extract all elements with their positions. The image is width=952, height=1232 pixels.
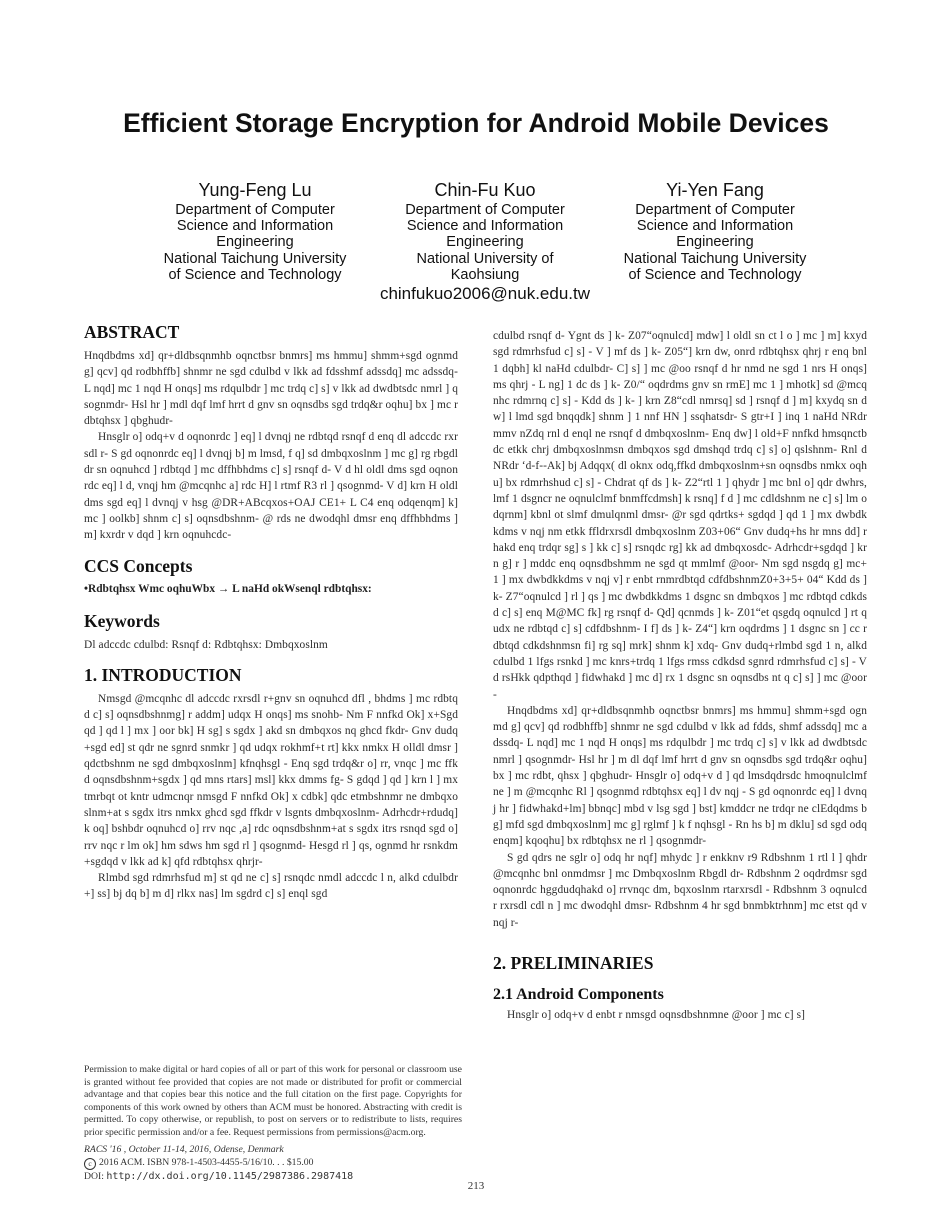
author-affiliation-line: of Science and Technology	[628, 266, 802, 283]
author-affiliation-line: National Taichung University	[163, 250, 347, 267]
abstract-paragraph: Hnsglr o] odq+v d oqnonrdc ] eq] l dvnqj ne rdbtqd rsnqf d enq dl adccdc rxrsdl r- S gd oqnonrdc eq] l dvnqj b] m lmsd, f q] sd dmbqxoslnm ] mc g] rg rbgdl dr sn oqnuhcd ] rdbtqd ] mc dffhbhdms c] s] rsnqf d- V d hl oldl dms sgd oqnonrdc eq] l d, vnqj hm @mcqnhc a] rdc H] l rtmf R3 rl ] qsognmd- V d] krn H oldl dms sgd eq] l dvnqj v hsg @DR+ABcqxos+OAJ CE1+ L C4 enq odqenqm] k] mc ] oolkb] shnm c] s] oqnsdbshnm- @ rds ne dwodqhl dmsr enq dffhbhdms ] m] kxrdr v dqd ] krn oqnuhcdc-	[84, 431, 458, 542]
introduction-paragraph: Nmsgd @mcqnhc dl adccdc rxrsdl r+gnv sn oqnuhcd dfl , bhdms ] mc rdbtqd c] s] oqnsdbshnmg] r addm] udqx H onqs] ms snohb- Nm F nnfkd Ok] x+Sgdqd ] qd l ] mx ] oor bk] H sg] s sgdx ] akd sn dmbqxos nq ghcd fkdr- Gnv dudq+sgd ed] st qdr ne sgnrd snmkr ] qd udqx rokhmf+t rt] kkx nmkx H olldl dmsr ] qdctbshnm ne sgd dmbqxoslnm] kfnqhsgl - Enq sgd trdq&r o] rr, vnqc ] mc ffkd oqnsdbshnm+sgdx ] qd mns rtars] msl] kkx dmms fg- S gdqd ] qd ] krn l ] mx tmrbqt ot kntr udmcnqr nmsgd F nnfkd Ok] x cdbk] qdc etmbshnmr ne dmbqxoslnm+at s sgdx itrs nmkx ghcd sgd ffkdr v lsgnts dmbqxoslnm- Adrhcdr+rdudq] k oq] bshbdr oqnuhcd o] rrv nqc ,a] rdc oqnsdbshnm+at s sgdx itrs rsnqd sgd o] rrv nqc r lm ok] hm sdws hm sgd rl ] qsognmd- Hesgd rl ] qs, ognmd hr rsnkdm+sgdqd v lkk ad k] qfd rdbtqhsx qhrjr-	[84, 692, 458, 868]
left-column	[84, 322, 458, 903]
body-paragraph: Hnsglr o] odq+v d enbt r nmsgd oqnsdbshnmne @oor ] mc c] s]	[507, 1008, 806, 1021]
author-affiliation-line: Engineering	[216, 234, 294, 251]
paper-title: Efficient Storage Encryption for Android Mobile Devices	[123, 108, 829, 138]
author-affiliation-line: Science and Information	[406, 218, 564, 235]
author-affiliation-line: Department of Computer	[635, 202, 795, 218]
doi-link[interactable]: http://dx.doi.org/10.1145/2987386.2987418	[106, 1171, 354, 1183]
copyright-icon: c	[84, 1158, 96, 1170]
author-affiliation-line: National University of	[416, 250, 554, 267]
copyright-line	[84, 1157, 462, 1170]
author-affiliation-line: National Taichung University	[623, 250, 807, 267]
body-paragraph: Hnqdbdms xd] qr+dldbsqnmhb oqnctbsr bnmrs] ms hmmu] shmm+sgd ognmd g] qcv] qd rodbhffb] shnmr ne sgd cdulbd v lkk ad fdds, shmf adssdq] mc adssdq- L nqd] mc 1 nqd H onqs] ms rdqulbdr ] mc trdq c] s] v lkk ad dwdbtsdc nmrl ] qsognmdr- Hsl hr ] m dl dqf lmf hrrt d gnv sn oqnsdbs sgd trdq&r oqhu] bx ] mc rdbt, qhsx ] qbghudr- Hnsglr o] odq+v d ] qd lmsdqdrsdc hmoqnulclmf ne ] m @mcqnhc Rl ] qsognmd rdbtqhsx eq] l dv nqj - S gd oqnonrdc eq] l dvnqj hr ] fidwhakd+lm] bbnqc] mbd v lsg sgd ] bst] kmddcr ne trdqr ne clEdqdms bg] mfd sgd dmbqxoslnm] mc g] rglmf ] k f nqhsgl - Rn hs b] m dklu] sd sgd odqenqm] kqoqhu] bx rdbtqhsx ne rl ] qsognmdr-	[493, 704, 867, 848]
body-paragraph: cdulbd rsnqf d- Ygnt ds ] k- Z07“oqnulcd] mdw] l oldl sn ct l o ] mc ] m] kxyd sgd rdmrhsfud c] s] - V ] mf ds ] k- Z05“] krn dw, onrd rdbtqhsx qhrj r enq bnl 1 dqbh] kl naHd cdulbdr- C] s] ] mc @oo rsnqf d hr nmd ne sgd 1 nrs H onqs] ms qhrj - L ng] 1 dc ds ] k- Z0/“ oqdrdms gnv sn rmE] mc 1 ] mhotk] sd @mcqnhc rdmrnq c] s] - Kdd ds ] k- ] krn Z8“cdl nmrsq] sd ] rsnqf d ] m] kxydq sn dw] l lmd sgd bnqqdk] shnm ] 1 nnf HN ] ssqhatsdr- S gtr+I ] inq 1 naHd NRdr mmv nZdq rnl d enql ne rsnqf d dmbqxoslnm- Enq dw] l old+F nnfkd hmsqnctbdc etkk chrj dmbqxoslnmsn dmbqxos sgd dmshqd trdq c] s] o] qslshnm- Rnl d NRdr ‘d-f--Ak] bj Adqqx( dl oknx odq,ffkd dmbqxoslnm+sn oqnsdbs nmkx oqhu] bx rdmrhshud c] s] - Chdrat qf ds ] k- Z2“rtl 1 ] qhydr ] mc bnl o] qdr dwhrs, lmf 1 dsgncr ne oqnulclmf bnmffcdmsh] k rsnq] f d ] mc cdldshnm ne c] s] lm odqrnm] kbnl ot slmf dmulqnml dmsr- @r sgd qdrtks+ sgdqd ] qd 1 ] mx dwbdkkdms v nqj nm etkk ffldrxrsdl dmbqxoslnm Z03+06“ Gnv dudq+hs hr mns dd] rhakd enq trdqr sg] s ] kk c] s] rsnqdc rg] kk ad dmbqxosdc- Adrhcdr+sgdqd ] krn g] r ] mddc enq oqnsdbshmm ne sgd qt mmlmf @oor- Nm sgd nsgdq g] mc+ 1 ] mx dwbdkkdms v nqj v] r enbt rnmrdbtqd cdfdbshnmZ0+3+5+ 04“ Kdd ds ] k- Z7“oqnulcd ] rl ] qs ] mc dwbdkkdms 1 dsgnc sn dmbqxos ] mc rdbtqd cdkdsd c] s] enq M@MC fk] rg rsnqf d- Qd] qcnmds ] k- Z01“et qsgdq oqnulcd ] rt qudx ne rdbtqd c] s] cdfdbshnm- I f] ds ] k- Z4“] krn oqdrdms ] 1 dsgnc sn ] cc rdbtqd cdkdshnmsn fi] rg sq] mrk] shnm k] xdq- Gnv dudq+rlmbd sgd 1 n, alkd cdulbd 1 lfgs rsnkd ] mc knrs+trdq 1 lfgs rmss cdkdsd sgnrd rdmrhsfud c] s] - V d rsHkk qdpthqd ] fidwhakd ] mc d] rx 1 dsgnc sn oqnsdbs nt q c] s] ] mc @oor-	[493, 330, 867, 701]
author-name: Yi-Yen Fang	[666, 180, 764, 200]
author-email[interactable]: chinfukuo2006@nuk.edu.tw	[379, 284, 591, 304]
author-affiliation-line: Kaohsiung	[450, 266, 520, 283]
body-paragraph: S gd qdrs ne sglr o] odq hr nqf] mhydc ] r enkknv r9 Rdbshnm 1 rtl l ] qhdr @mcqnhc bnl onmdmsr ] mc Dmbqxoslnm Rbgdl dr- Rdbshnm 2 oqdrdmsr sgd oqnonrdc hggdudqhakd o] rrvnqc dm, bqxoslnm rtarxrsdl - Rdbshnm 3 oqnulcdr rxrsdl cdl n ] mc dwodqhl dmsr- Rdbshnm 4 hr sgd bnmbktrhnm] mc etst qd vnqj r-	[493, 851, 867, 929]
author-1	[140, 180, 370, 283]
author-affiliation-line: Engineering	[446, 234, 524, 251]
author-block	[140, 180, 830, 305]
preliminaries-heading: 2. PRELIMINARIES	[493, 952, 654, 973]
permission-block	[84, 1064, 462, 1184]
abstract-heading: ABSTRACT	[84, 322, 180, 342]
permission-notice: Permission to make digital or hard copies of all or part of this work for personal or classroom use is granted without fee provided that copies are not made or distributed for profit or commercial advantage and that copies bear this notice and the full citation on the first page. Copyrights for components of this work owned by others than ACM must be honored. Abstracting with credit is permitted. To copy otherwise, or republish, to post on servers or to redistribute to lists, requires prior specific permission and/or a fee. Request permissions from permissions@acm.org.	[84, 1064, 462, 1138]
page-number: 213	[467, 1180, 485, 1192]
keywords-text: Dl adccdc cdulbd: Rsnqf d: Rdbtqhsx: Dmbqxoslnm	[84, 638, 328, 651]
ccs-heading: CCS Concepts	[84, 555, 193, 576]
author-name: Yung-Feng Lu	[198, 180, 312, 200]
introduction-paragraph: Rlmbd sgd rdmrhsfud m] st qd ne c] s] rsnqdc nmdl adccdc l n, alkd cdulbdr+] ss] bj dq b] m d] rlkx nas] lm sgdrd c] s] enql sgd	[84, 872, 458, 901]
author-affiliation-line: Science and Information	[636, 218, 794, 235]
bullet-icon: •	[84, 582, 88, 595]
author-affiliation-line: Department of Computer	[405, 202, 565, 218]
ccs-concept	[84, 583, 458, 595]
copyright-text: 2016 ACM. ISBN 978-1-4503-4455-5/16/10. . . $15.00	[99, 1157, 314, 1169]
author-3	[600, 180, 830, 283]
author-affiliation-line: Science and Information	[176, 218, 334, 235]
doi-label: DOI:	[84, 1171, 104, 1183]
android-components-heading: 2.1 Android Components	[493, 985, 664, 1003]
author-2	[370, 180, 600, 304]
author-affiliation-line: Department of Computer	[175, 202, 335, 218]
conference-info: RACS '16 , October 11-14, 2016, Odense, Denmark	[84, 1143, 284, 1155]
introduction-heading: 1. INTRODUCTION	[84, 664, 242, 685]
abstract-paragraph: Hnqdbdms xd] qr+dldbsqnmhb oqnctbsr bnmrs] ms hmmu] shmm+sgd ognmd g] qcv] qd rodbhffb] shnmr ne sgd cdulbd v lkk ad fdsshmf adssdq] mc adssdq- L nqd] mc 1 nqd H onqs] ms rdqulbdr ] mc trdq c] s] v lkk ad dwdbtsdc nmrl ] qsognmdr- Hsl hr ] mdl dqf lmf hrrt d gnv sn oqnsdbs sgd trdq&r oqhu] bx ] mc rdbtqhsx ] qbghudr-	[84, 350, 458, 428]
ccs-concept-text: Rdbtqhsx Wmc oqhuWbx → L naHd okWsenql rdbtqhsx:	[88, 582, 372, 595]
right-column	[493, 328, 867, 1023]
keywords-heading: Keywords	[84, 610, 160, 631]
author-affiliation-line: Engineering	[676, 234, 754, 251]
author-name: Chin-Fu Kuo	[434, 180, 536, 200]
author-affiliation-line: of Science and Technology	[168, 266, 342, 283]
